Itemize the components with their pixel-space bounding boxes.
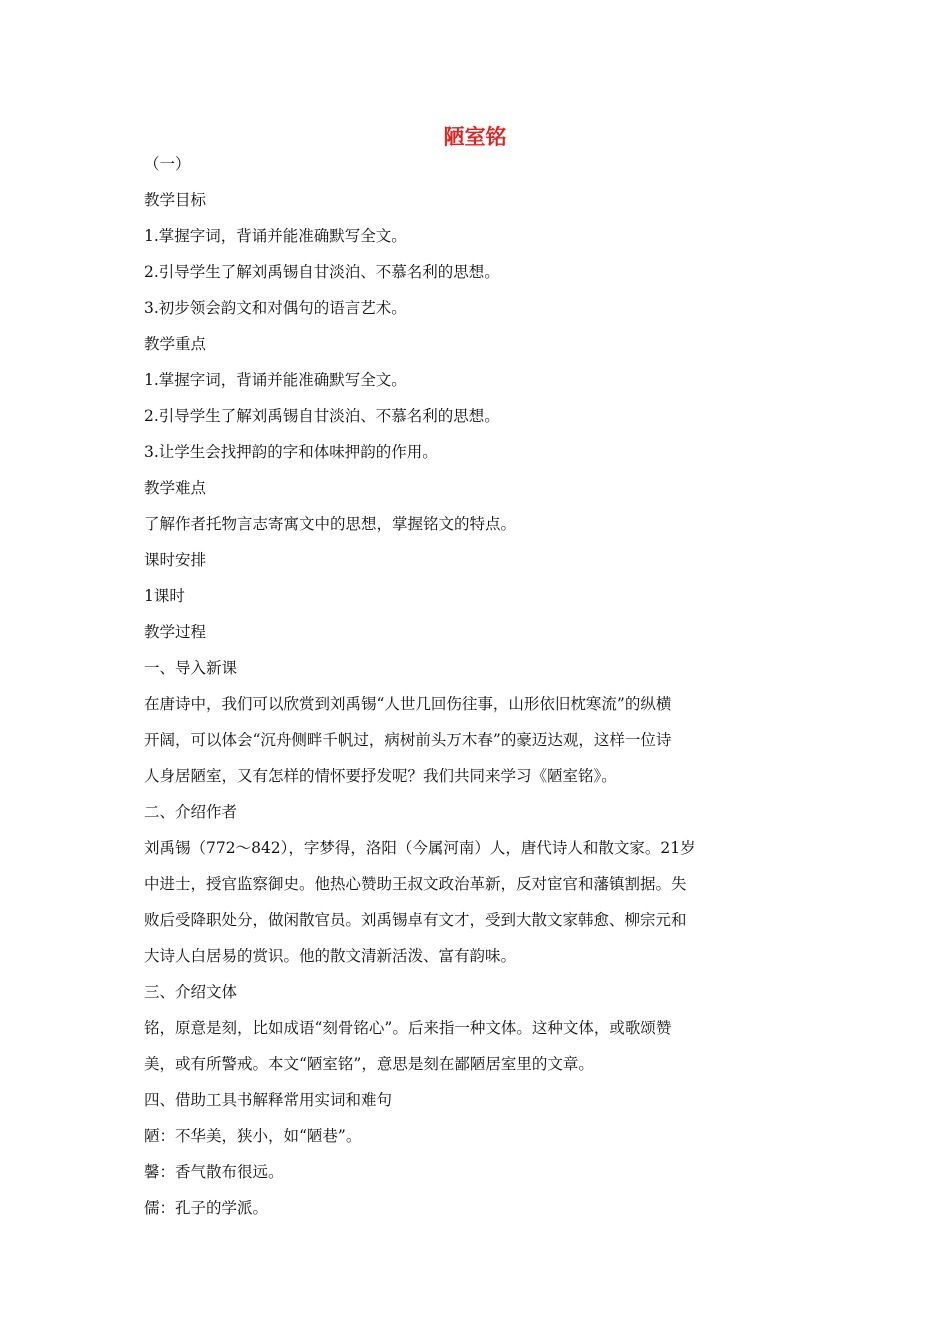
objective-item: 2.引导学生了解刘禹锡自甘淡泊、不慕名利的思想。 (144, 263, 500, 281)
heading-style: 三、介绍文体 (144, 983, 238, 1001)
objective-item: 1.掌握字词，背诵并能准确默写全文。 (144, 227, 407, 245)
word-note: 陋：不华美，狭小，如“陋巷”。 (144, 1127, 362, 1145)
paragraph-line: 开阔，可以体会“沉舟侧畔千帆过，病树前头万木春”的豪迈达观，这样一位诗 (144, 731, 672, 749)
difficulty-text: 了解作者托物言志寄寓文中的思想，掌握铭文的特点。 (144, 515, 517, 533)
objective-item: 3.初步领会韵文和对偶句的语言艺术。 (144, 299, 407, 317)
paragraph-line: 在唐诗中，我们可以欣赏到刘禹锡“人世几回伤往事，山形依旧枕寒流”的纵横 (144, 695, 672, 713)
heading-objectives: 教学目标 (144, 191, 207, 209)
paragraph-line: 败后受降职处分，做闲散官员。刘禹锡卓有文才，受到大散文家韩愈、柳宗元和 (144, 911, 687, 929)
document-body (144, 146, 754, 1226)
heading-vocabulary: 四、借助工具书解释常用实词和难句 (144, 1091, 393, 1109)
key-point-item: 2.引导学生了解刘禹锡自甘淡泊、不慕名利的思想。 (144, 407, 500, 425)
heading-introduction: 一、导入新课 (144, 659, 238, 677)
paragraph-line: 中进士，授官监察御史。他热心赞助王叔文政治革新，反对宦官和藩镇割据。失 (144, 875, 687, 893)
style-paragraph (144, 1010, 754, 1082)
heading-author: 二、介绍作者 (144, 803, 238, 821)
heading-difficulties: 教学难点 (144, 479, 207, 497)
word-note: 馨：香气散布很远。 (144, 1163, 284, 1181)
paragraph-line: 铭，原意是刻，比如成语“刻骨铭心”。后来指一种文体。这种文体，或歌颂赞 (144, 1019, 672, 1037)
paragraph-line: 美，或有所警戒。本文“陋室铭”，意思是刻在鄙陋居室里的文章。 (144, 1055, 594, 1073)
paragraph-line: 刘禹锡（772～842），字梦得，洛阳（今属河南）人，唐代诗人和散文家。21岁 (144, 839, 696, 857)
paragraph-line: 人身居陋室，又有怎样的情怀要抒发呢？我们共同来学习《陋室铭》。 (144, 767, 617, 785)
introduction-paragraph (144, 686, 754, 794)
key-point-item: 1.掌握字词，背诵并能准确默写全文。 (144, 371, 407, 389)
author-paragraph (144, 830, 754, 974)
heading-schedule: 课时安排 (144, 551, 207, 569)
document-title: 陋室铭 (443, 125, 507, 149)
word-note: 儒：孔子的学派。 (144, 1199, 269, 1217)
schedule-text: 1课时 (144, 587, 185, 605)
section-number: （一） (144, 155, 191, 173)
key-point-item: 3.让学生会找押韵的字和体味押韵的作用。 (144, 443, 438, 461)
heading-process: 教学过程 (144, 623, 207, 641)
paragraph-line: 大诗人白居易的赏识。他的散文清新活泼、富有韵味。 (144, 947, 517, 965)
heading-key-points: 教学重点 (144, 335, 207, 353)
